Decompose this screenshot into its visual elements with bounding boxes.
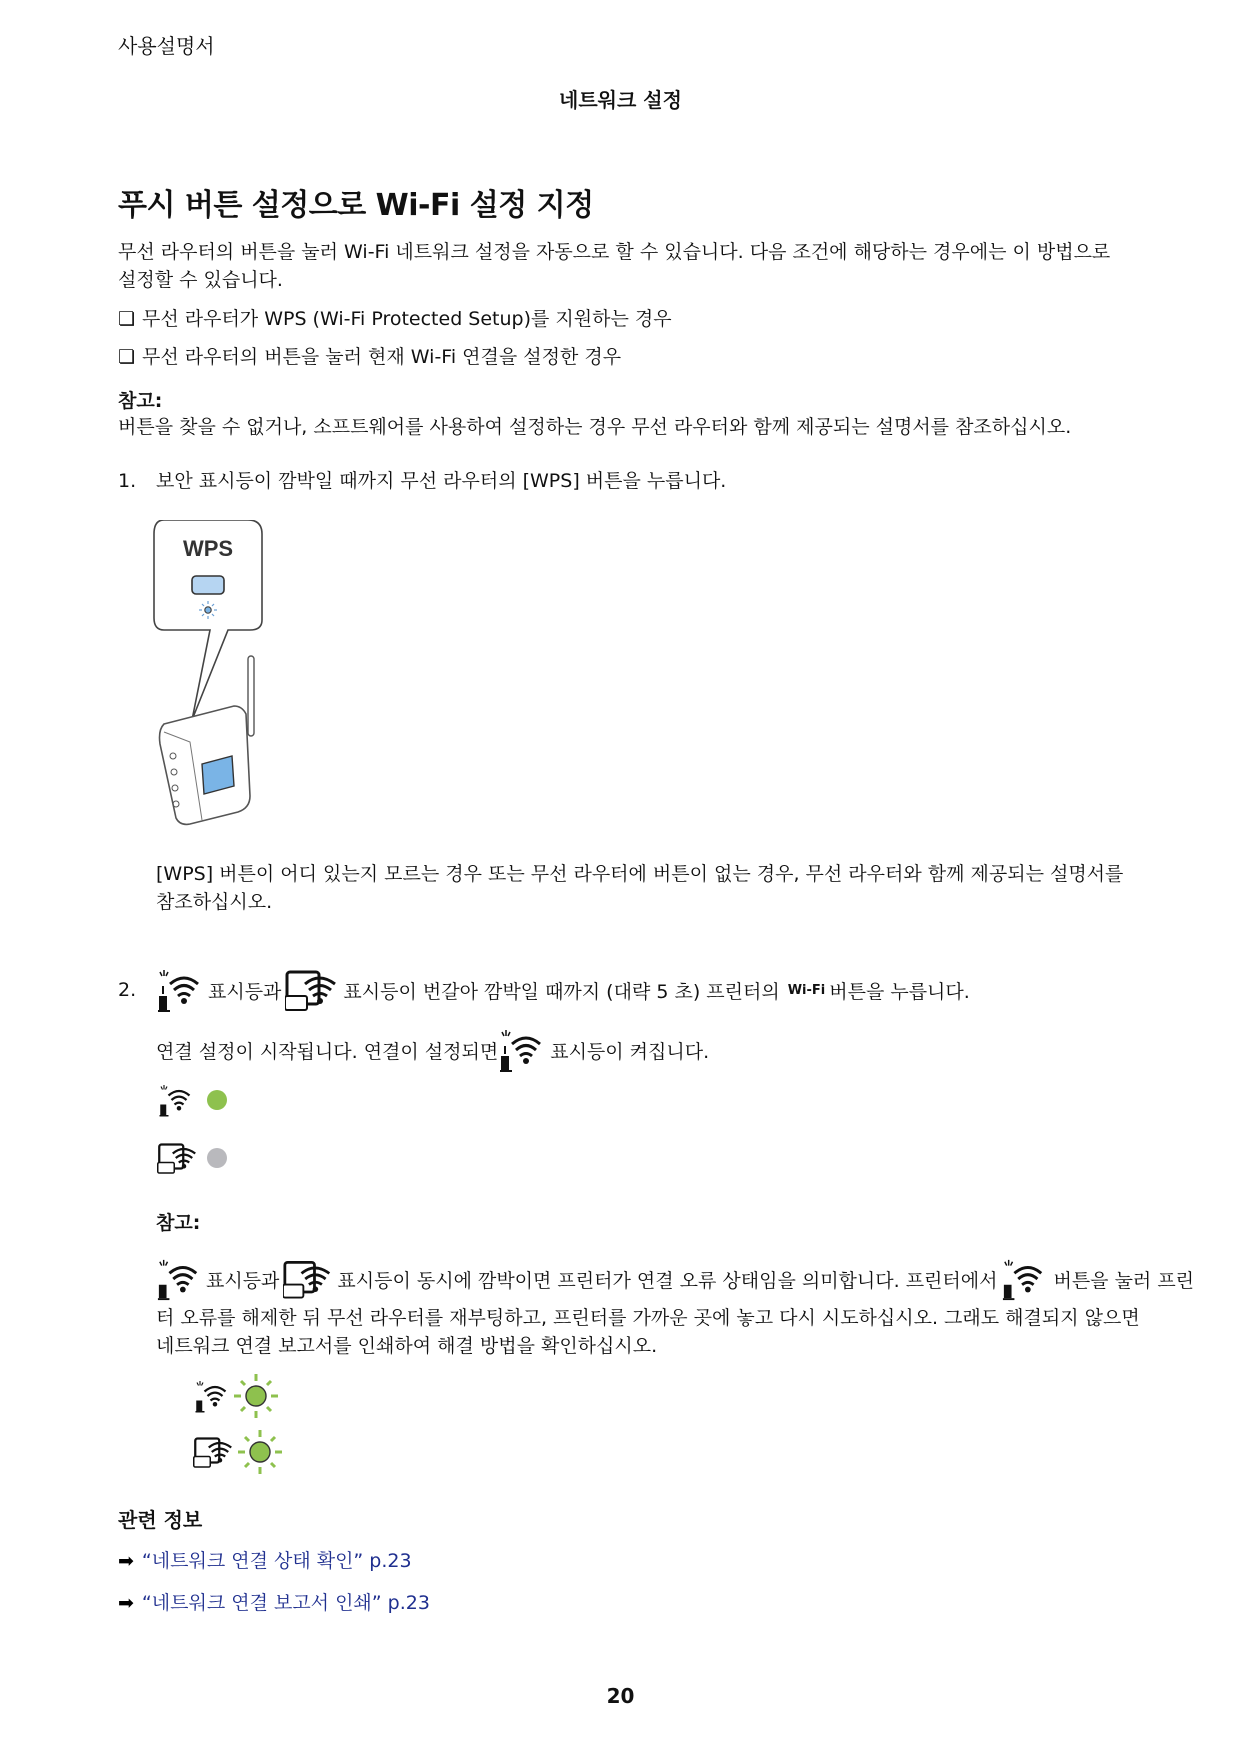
led-row-wifi-direct-off — [156, 1140, 230, 1176]
step-number: 1. — [118, 470, 137, 492]
header-section-title: 네트워크 설정 — [559, 88, 682, 112]
wifi-printer-icon — [156, 1082, 196, 1118]
related-info-heading: 관련 정보 — [118, 1508, 203, 1532]
condition-text: 무선 라우터가 WPS (Wi-Fi Protected Setup)를 지원하는 경우 — [142, 308, 672, 330]
note-text: 표시등과 — [206, 1269, 280, 1292]
step-text: 버튼을 누릅니다. — [829, 980, 970, 1003]
wifi-direct-icon — [283, 1256, 333, 1302]
result-text: 연결 설정이 시작됩니다. 연결이 설정되면 — [156, 1040, 499, 1063]
related-link-text[interactable]: “네트워크 연결 보고서 인쇄” p.23 — [141, 1592, 430, 1614]
arrow-right-icon: ➡ — [118, 1550, 134, 1572]
page-number: 20 — [606, 1684, 635, 1708]
condition-text: 무선 라우터의 버튼을 눌러 현재 Wi-Fi 연결을 설정한 경우 — [142, 346, 622, 368]
led-green-blink-icon — [236, 1428, 284, 1476]
checkbox-bullet-icon: ❏ — [118, 346, 136, 368]
led-green-blink-icon — [232, 1372, 280, 1420]
wifi-direct-icon — [192, 1434, 236, 1470]
wifi-direct-icon — [285, 966, 339, 1014]
note-text: 버튼을 눌러 프린 — [1053, 1269, 1195, 1292]
wps-subtext: [WPS] 버튼이 어디 있는지 모르는 경우 또는 무선 라우터에 버튼이 없는 경우, 무선 라우터와 함께 제공되는 설명서를 참조하십시오. — [156, 863, 1124, 913]
condition-item — [118, 304, 672, 331]
wifi-printer-icon — [156, 1256, 202, 1302]
led-row-wifi-blink — [192, 1372, 280, 1420]
wifi-printer-icon — [498, 1026, 546, 1074]
intro-paragraph: 무선 라우터의 버튼을 눌러 Wi-Fi 네트워크 설정을 자동으로 할 수 있습니다. 다음 조건에 해당하는 경우에는 이 방법으로 설정할 수 있습니다. — [118, 241, 1111, 291]
step-text: 표시등이 번갈아 깜박일 때까지 (대략 5 초) 프린터의 — [343, 980, 780, 1003]
wps-router-illustration — [150, 520, 280, 830]
step-1 — [118, 466, 726, 493]
note-heading: 참고: — [118, 390, 163, 412]
arrow-right-icon: ➡ — [118, 1592, 134, 1614]
result-text: 표시등이 켜집니다. — [550, 1040, 710, 1063]
led-gray-icon — [204, 1145, 230, 1171]
related-link[interactable] — [118, 1588, 430, 1615]
wifi-printer-icon — [1001, 1256, 1047, 1302]
step-2 — [118, 960, 970, 1020]
related-link-text[interactable]: “네트워크 연결 상태 확인” p.23 — [141, 1550, 412, 1572]
wifi-button-label: Wi-Fi — [787, 982, 826, 998]
led-green-icon — [204, 1087, 230, 1113]
manual-label: 사용설명서 — [118, 34, 215, 58]
note-text: 터 오류를 해제한 뒤 무선 라우터를 재부팅하고, 프린터를 가까운 곳에 놓고 다시 시도하십시오. 그래도 해결되지 않으면 네트워크 연결 보고서를 인쇄하여 해결 방법을 확인하십시오. — [156, 1307, 1140, 1357]
wps-label: WPS — [182, 536, 234, 561]
wifi-direct-icon — [156, 1140, 200, 1176]
led-row-wifi-on — [156, 1082, 230, 1118]
led-row-wifi-direct-blink — [192, 1428, 284, 1476]
related-link[interactable] — [118, 1546, 412, 1573]
note-2-first-line — [156, 1252, 1194, 1306]
note-text: 표시등이 동시에 깜박이면 프린터가 연결 오류 상태임을 의미합니다. 프린터에서 — [337, 1269, 998, 1292]
step-2-result — [156, 1020, 713, 1080]
step-text: 표시등과 — [208, 980, 282, 1003]
wifi-printer-icon — [156, 966, 204, 1014]
checkbox-bullet-icon: ❏ — [118, 308, 136, 330]
page-title: 푸시 버튼 설정으로 Wi-Fi 설정 지정 — [118, 188, 594, 223]
wifi-printer-icon — [192, 1378, 232, 1414]
step-text: 보안 표시등이 깜박일 때까지 무선 라우터의 [WPS] 버튼을 누릅니다. — [156, 470, 727, 492]
note-heading: 참고: — [156, 1212, 201, 1234]
step-number: 2. — [118, 979, 137, 1001]
note-text: 버튼을 찾을 수 없거나, 소프트웨어를 사용하여 설정하는 경우 무선 라우터와 함께 제공되는 설명서를 참조하십시오. — [118, 416, 1072, 438]
condition-item — [118, 342, 621, 369]
